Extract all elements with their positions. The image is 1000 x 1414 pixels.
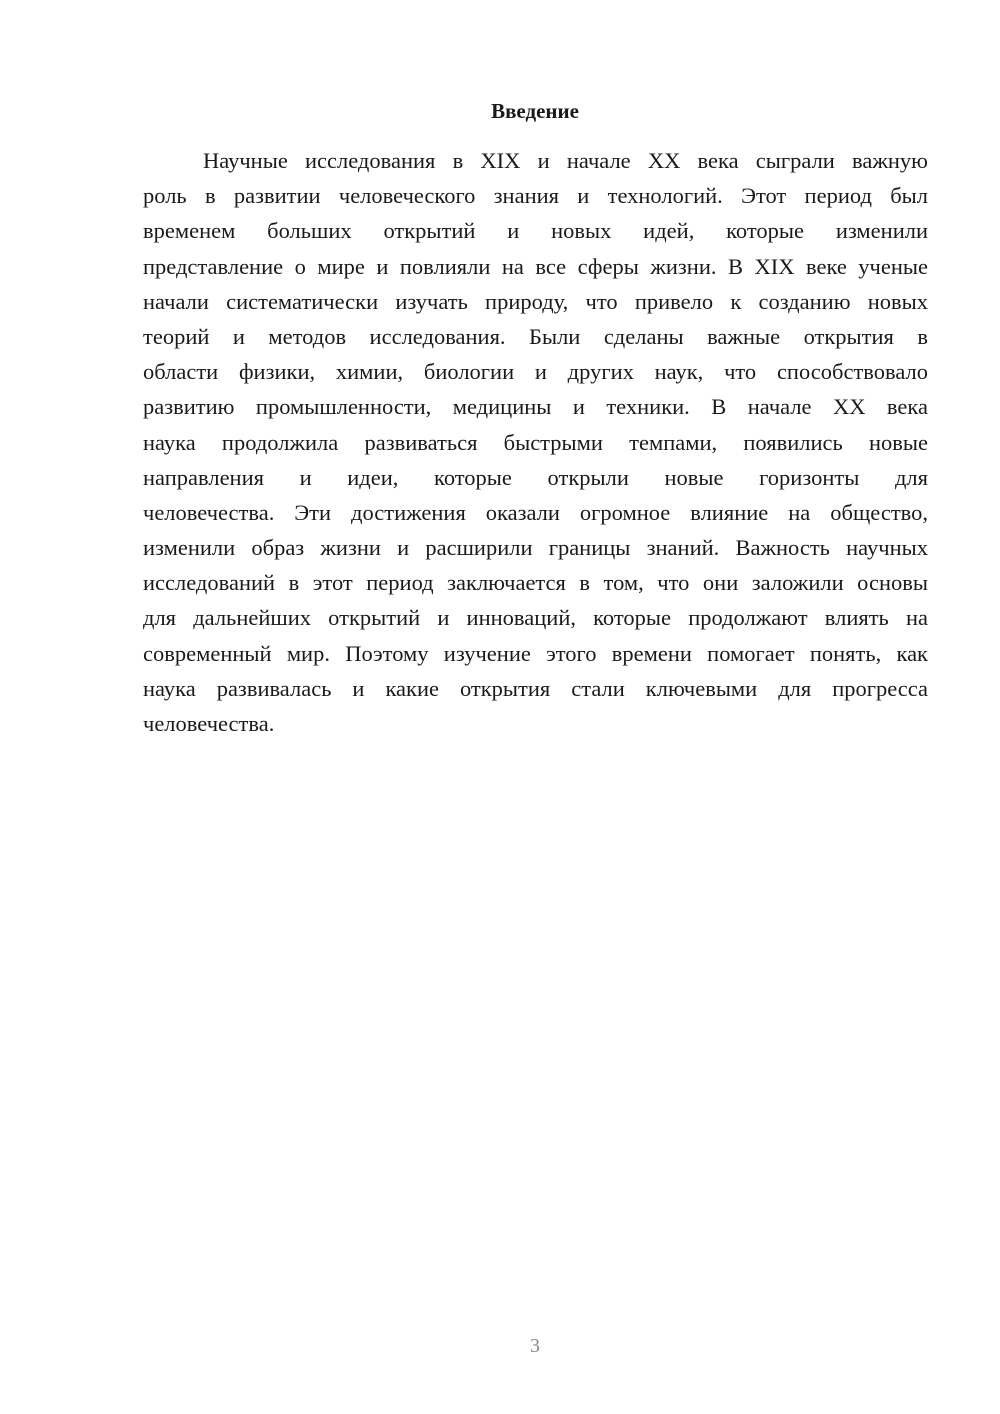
paragraph-line: исследований в этот период заключается в том, что они заложили основы <box>143 570 928 596</box>
paragraph-line: начали систематически изучать природу, что привело к созданию новых <box>143 288 928 314</box>
paragraph-line: наука продолжила развиваться быстрыми темпами, появились новые <box>143 429 928 455</box>
paragraph-line: современный мир. Поэтому изучение этого времени помогает понять, как <box>143 640 928 666</box>
paragraph-line: временем больших открытий и новых идей, которые изменили <box>143 218 928 244</box>
body-paragraph <box>143 143 928 741</box>
paragraph-line: для дальнейших открытий и инноваций, которые продолжают влиять на <box>143 605 928 631</box>
paragraph-line: области физики, химии, биологии и других наук, что способствовало <box>143 359 928 385</box>
paragraph-line: направления и идеи, которые открыли новые горизонты для <box>143 464 928 490</box>
paragraph-line: представление о мире и повлияли на все сферы жизни. В XIX веке ученые <box>143 253 928 279</box>
paragraph-line: теорий и методов исследования. Были сделаны важные открытия в <box>143 323 928 349</box>
page-number: 3 <box>530 1335 540 1357</box>
paragraph-line: развитию промышленности, медицины и техники. В начале XX века <box>143 394 928 420</box>
paragraph-line: человечества. Эти достижения оказали огромное влияние на общество, <box>143 499 928 525</box>
paragraph-line: человечества. <box>143 711 275 736</box>
paragraph-line: Научные исследования в XIX и начале XX века сыграли важную <box>203 148 928 173</box>
section-heading: Введение <box>491 99 579 123</box>
paragraph-line: изменили образ жизни и расширили границы знаний. Важность научных <box>143 535 928 561</box>
paragraph-line: роль в развитии человеческого знания и технологий. Этот период был <box>143 183 928 209</box>
paragraph-line: наука развивалась и какие открытия стали ключевыми для прогресса <box>143 675 928 701</box>
